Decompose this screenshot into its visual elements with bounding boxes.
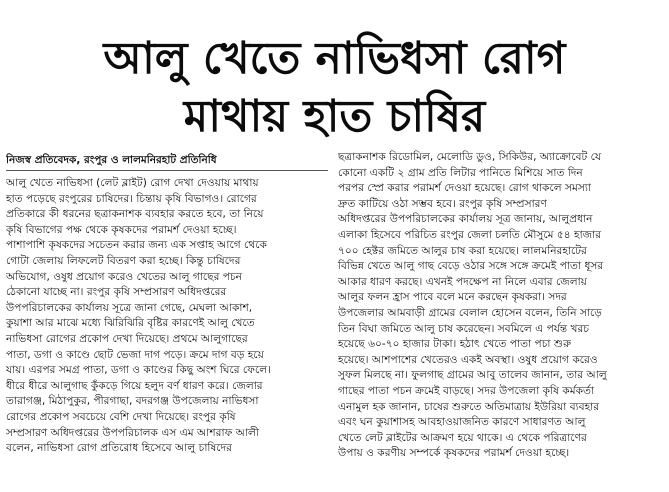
- article-text-line: গাছের পাতা পচন ক্রমেই বাড়ছে। সদর উপজেলা কৃষি কর্মকর্তা: [338, 384, 595, 397]
- article-text-line: প্রতিকারে কী ধরনের ছত্রাকনাশক ব্যবহার করতে হবে, তা নিয়ে: [6, 208, 264, 221]
- headline-line-1: আলু খেতে নাভিধসা রোগ: [103, 33, 566, 84]
- article-text-line: কৃষি বিভাগের পক্ষ থেকে কৃষকদের পরামর্শ দেওয়া হচ্ছে।: [6, 223, 237, 236]
- article-text-line: পাতা, ডগা ও কাণ্ডে ছোট ভেজা দাগ পড়ে। ক্রমে দাগ বড় হয়ে: [6, 348, 264, 361]
- article-text-line: যায়। এরপর সমগ্র পাতা, ডগা ও কাণ্ডের কিছু অংশ ঘিরে ফেলে।: [6, 364, 271, 377]
- article-text-line: এবং ঘন কুয়াশাসহ আবহাওয়াজনিত কারণে সাধারণত আলু: [338, 416, 586, 429]
- byline: নিজস্ব প্রতিবেদক, রংপুর ও লালমনিরহাট প্রতিনিধি: [6, 154, 217, 166]
- article-text-line: বিভিন্ন খেতে আলু গাছ বেড়ে ওঠার সঙ্গে সঙ্গে ক্রমেই পাতা ধূসর: [338, 260, 604, 273]
- article-text-line: এলাকা হিসেবে পরিচিত রংপুর জেলা চলতি মৌসুমে ৫৪ হাজার: [338, 228, 602, 241]
- article-text-line: তিন বিঘা জমিতে আলু চাষ করেছেন। সবমিলে এ পর্যন্ত খরচ: [338, 322, 590, 335]
- article-text-line: ৭০০ হেক্টর জমিতে আলুর চাষ করা হয়েছে। লালমনিরহাটের: [338, 244, 587, 257]
- article-text-line: কোনো একটি ২ গ্রাম প্রতি লিটার পানিতে মিশিয়ে সাত দিন: [338, 166, 583, 179]
- article-column-left: [6, 176, 328, 457]
- article-text-line: তারাগঞ্জ, মিঠাপুকুর, পীরগাছা, বদরগঞ্জ উপজেলায় নাভিধসা: [6, 395, 259, 408]
- article-text-line: রোগের প্রকোপ সবচেয়ে বেশি দেখা দিয়েছে। রংপুর কৃষি: [6, 410, 236, 423]
- article-text-line: হয়েছে ৬০-৭০ হাজার টাকা। হঠাৎ খেতে পাতা পচা শুরু: [338, 338, 572, 351]
- article-text-line: উপায় ও করণীয় সম্পর্কে কৃষকদের পরামর্শ দেওয়া হচ্ছে।: [338, 447, 570, 460]
- article-text-line: ধীরে ধীরে আলুগাছ কুঁকড়ে গিয়ে হলুদ বর্ণ ধারণ করে। জেলার: [6, 379, 263, 392]
- article-text-line: পাশাপাশি কৃষকদের সচেতন করার জন্য এক সপ্তাহ আগে থেকে: [6, 239, 267, 252]
- headline: [0, 30, 669, 146]
- article-text-line: গোটা জেলায় লিফলেট বিতরণ করা হচ্ছে। কিন্তু চাষিদের: [6, 254, 241, 267]
- article-text-line: কুয়াশা আর মাঝে মধ্যে ঝিরিঝিরি বৃষ্টির কারণেই আলু খেতে: [6, 317, 255, 330]
- article-text-line: ঠেকানো যাচ্ছে না। রংপুর কৃষি সম্প্রসারণ অধিদপ্তরের: [6, 286, 227, 299]
- article-text-line: সুফল মিলছে না। ফুলগাছ গ্রামের আবু তালেব জানান, তার আলু: [338, 369, 607, 382]
- headline-line-2: মাথায় হাত চাষির: [183, 91, 486, 142]
- article-text-line: হয়েছে। আশপাশের খেতেরও একই অবস্থা। ওষুধ প্রয়োগ করেও: [338, 353, 598, 366]
- article-text-line: অধিদপ্তরের উপপরিচালকের কার্যালয় সূত্র জানায়, আলুপ্রধান: [338, 213, 593, 226]
- article-text-line: হাত পড়েছে রংপুরের চাষিদের। চিন্তায় কৃষি বিভাগও। রোগের: [6, 192, 257, 205]
- article-text-line: নাভিধসা রোগের প্রকোপ দেখা দিয়েছে। প্রথমে আলুগাছের: [6, 332, 248, 345]
- article-text-line: এনামুল হক জানান, চাষের শুরুতে অতিমাত্রায় ইউরিয়া ব্যবহার: [338, 400, 600, 413]
- article-text-line: উপজেলার আমবাড়ী গ্রামের বেলাল হোসেন বলেন, তিনি সাড়ে: [338, 306, 602, 319]
- article-text-line: আলুর ফলন হ্রাস পাবে বলে মনে করছেন কৃষকরা। সদর: [338, 291, 567, 304]
- article-text-line: দ্রুত কাটিয়ে ওঠা সম্ভব হবে। রংপুর কৃষি সম্প্রসারণ: [338, 197, 547, 210]
- article-text-line: উপপরিচালকের কার্যালয় সূত্রে জানা গেছে, মেঘলা আকাশ,: [6, 301, 253, 314]
- article-text-line: খেতে লেট ব্লাইটের আক্রমণ হয়ে থাকে। এ থেকে পরিত্রাণের: [338, 431, 587, 444]
- article-text-line: বলেন, নাভিধসা রোগ প্রতিরোধ হিসেবে আলু চাষিদের: [6, 442, 232, 455]
- article-text-line: ছত্রাকনাশক রিডোমিল, মেলোডি ডুও, সিকিউর, অ্যাক্রোবেট যে: [338, 151, 602, 163]
- article-text-line: অভিযোগ, ওষুধ প্রয়োগ করেও খেতের আলু গাছের পচন: [6, 270, 242, 283]
- article-text-line: আকার ধারণ করছে। এখনই পদক্ষেপ না নিলে এবার জেলায়: [338, 275, 587, 288]
- byline-divider: [6, 170, 328, 171]
- article-column-right: [338, 150, 663, 462]
- article-text-line: পরপর স্প্রে করার পরামর্শ দেওয়া হয়েছে। রোগ থাকলে সমস্যা: [338, 182, 591, 195]
- article-text-line: সম্প্রসারণ অধিদপ্তরের উপপরিচালক এস এম আশরাফ আলী: [6, 426, 259, 439]
- article-text-line: আলু খেতে নাভিধসা (লেট ব্লাইট) রোগ দেখা দেওয়ায় মাথায়: [6, 177, 259, 189]
